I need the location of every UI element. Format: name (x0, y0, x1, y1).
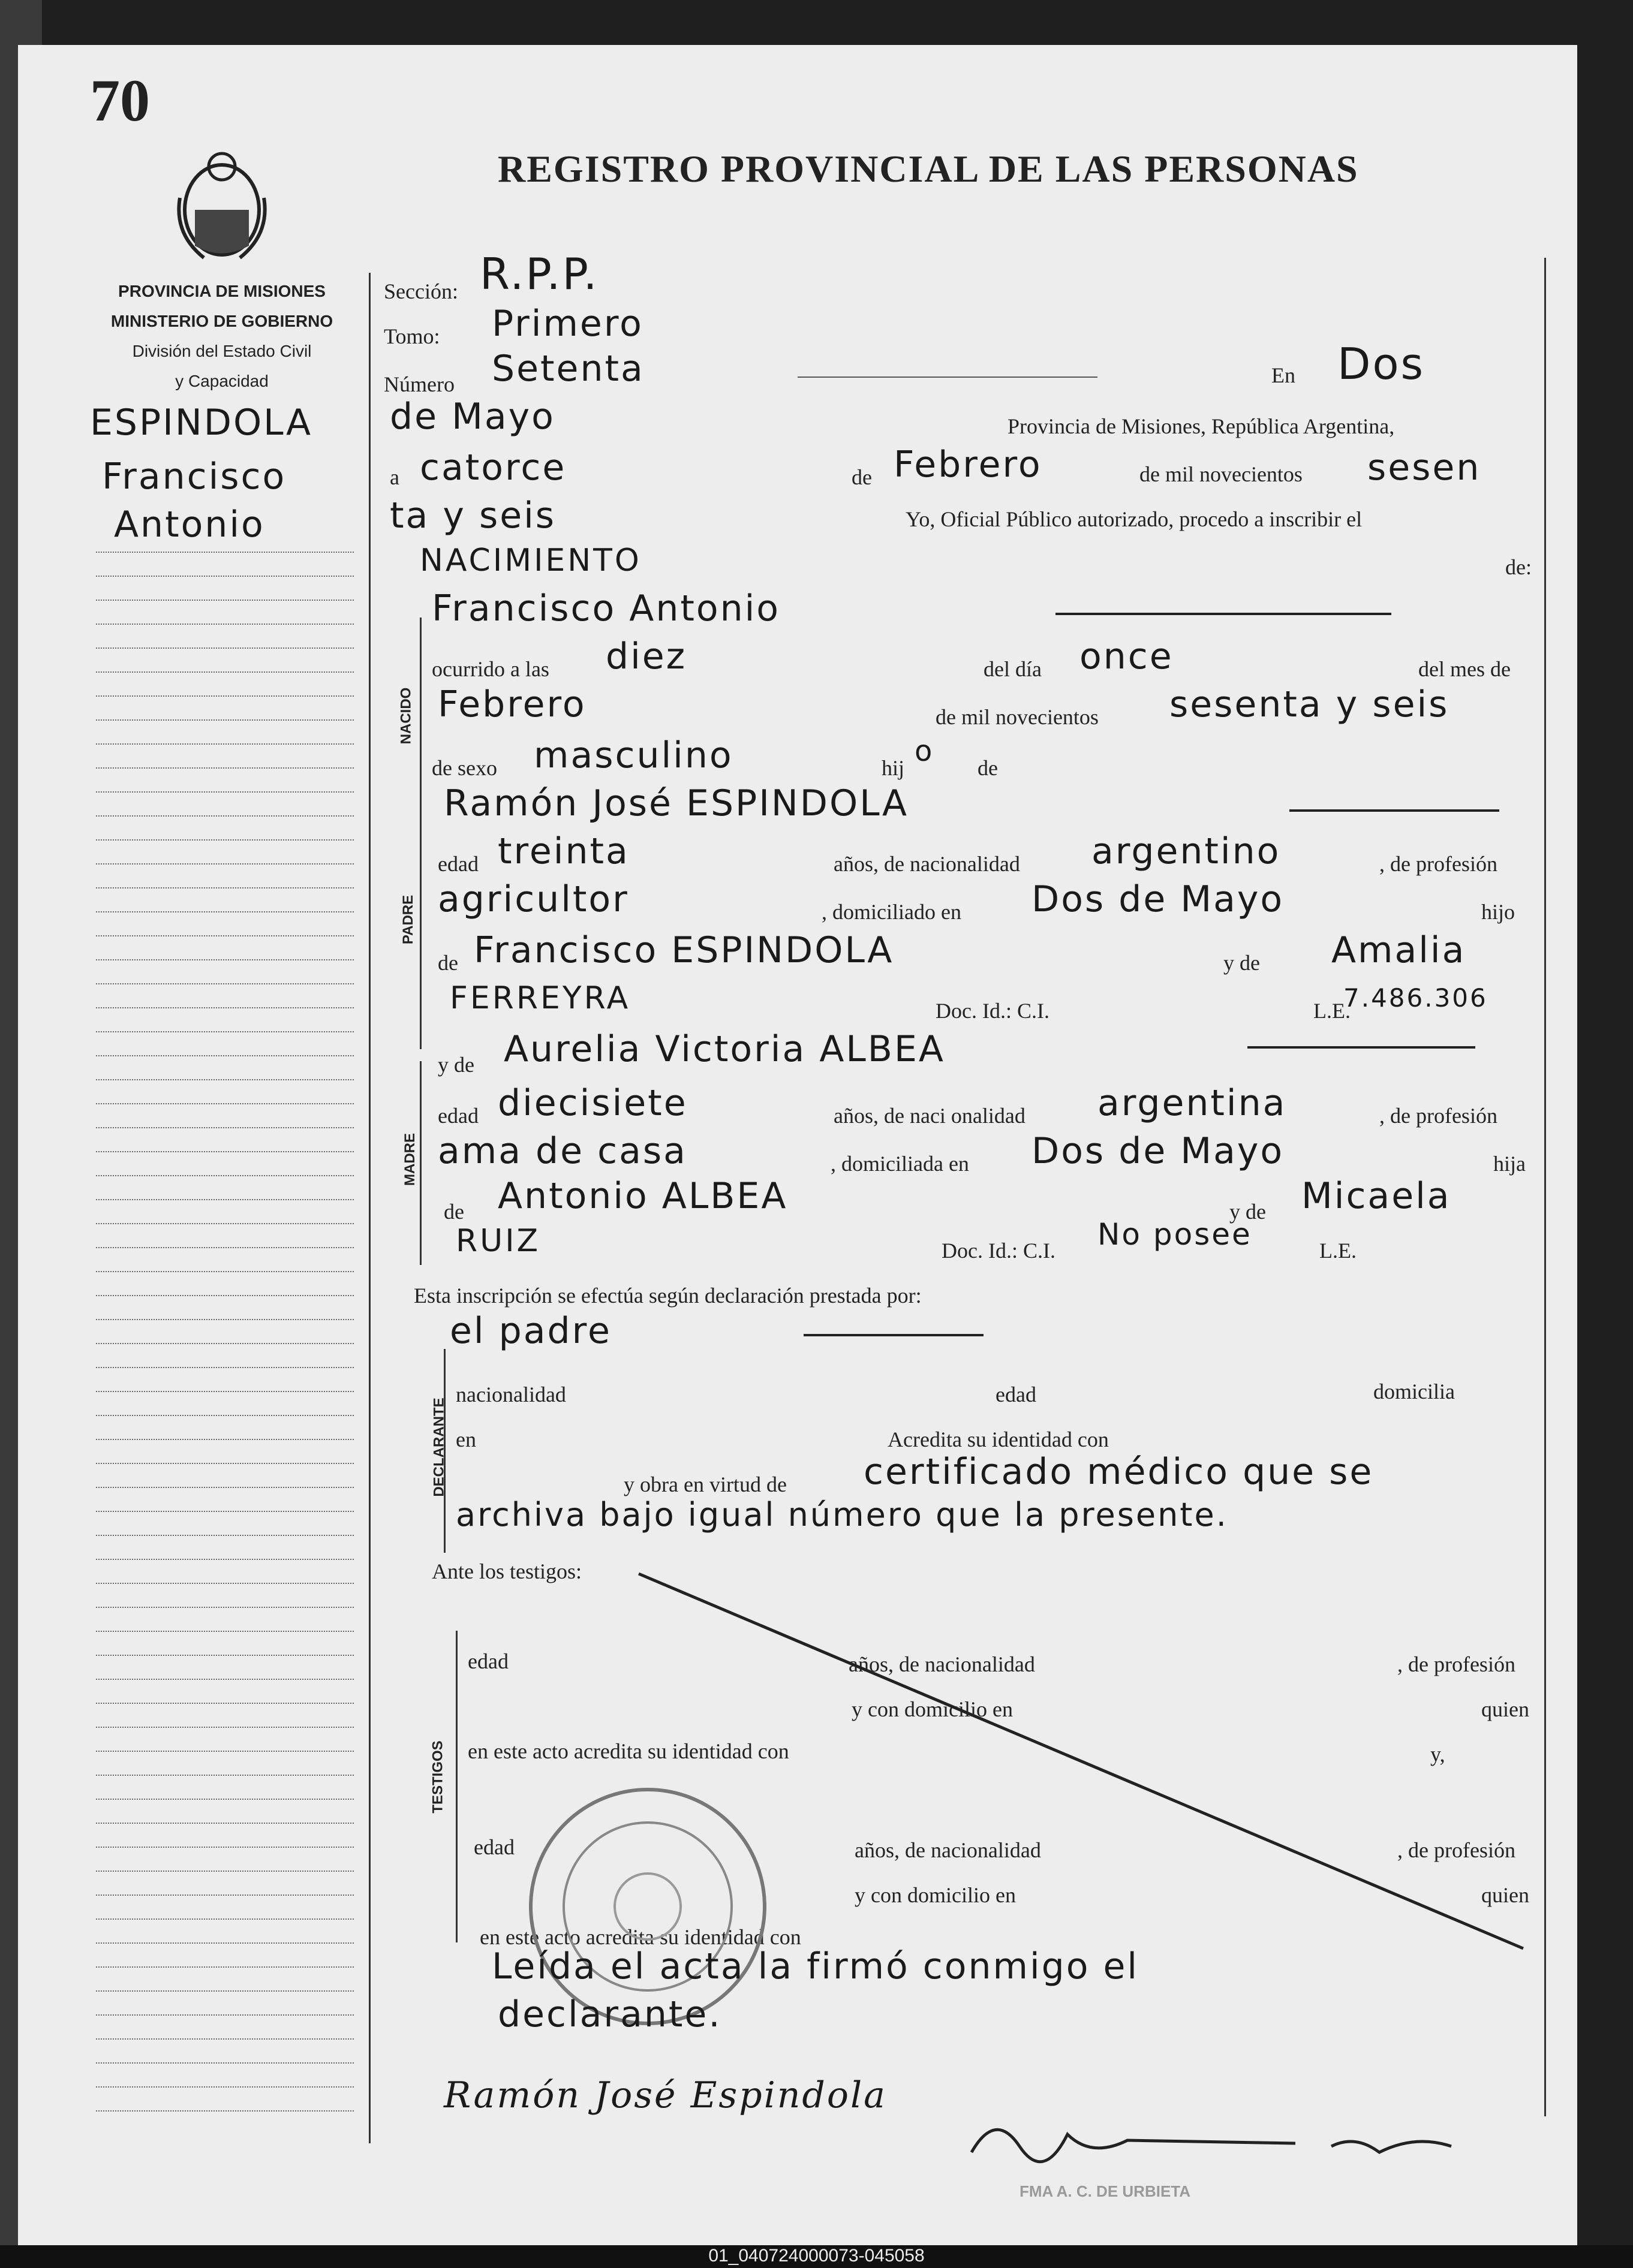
margin-ruled-line (96, 1727, 354, 1728)
margin-ruled-line (96, 1127, 354, 1128)
value-hij-suffix: o (915, 734, 934, 768)
margin-ruled-line (96, 1990, 354, 1992)
margin-ruled-line (96, 911, 354, 912)
label-y-obra: y obra en virtud de (624, 1472, 787, 1496)
margin-ruled-line (96, 1247, 354, 1248)
fill-line (1055, 613, 1391, 615)
label-edad-m: edad (438, 1104, 479, 1128)
label-hij: hij (882, 756, 905, 780)
label-domiciliado: , domiciliado en (822, 900, 961, 924)
label-testigos: TESTIGOS (429, 1740, 446, 1814)
label-de-4: de (444, 1200, 464, 1224)
margin-ruled-line (96, 1847, 354, 1848)
label-esta-inscripcion: Esta inscripción se efectúa según declaración prestada por: (414, 1284, 922, 1308)
margin-ruled-line (96, 1511, 354, 1512)
value-cierre-2: declarante. (498, 1993, 722, 2035)
label-y-con-dom-t1: y con domicilio en (852, 1697, 1013, 1721)
margin-ruled-line (96, 1463, 354, 1464)
label-de-mil-2: de mil novecientos (936, 705, 1099, 729)
office-line-3: División del Estado Civil (132, 342, 312, 360)
label-hija: hija (1493, 1152, 1526, 1176)
madre-bracket (420, 1061, 422, 1265)
label-de-profesion-m: , de profesión (1379, 1104, 1497, 1128)
margin-ruled-line (96, 719, 354, 721)
label-doc-id-m: Doc. Id.: C.I. (942, 1239, 1055, 1263)
label-ante-testigos: Ante los testigos: (432, 1559, 582, 1583)
signature-declarante: Ramón José Espindola (444, 2074, 887, 2116)
value-mes: Febrero (894, 444, 1042, 486)
margin-ruled-line (96, 1295, 354, 1296)
label-declarante: DECLARANTE (431, 1397, 447, 1497)
label-numero: Número (384, 372, 455, 396)
value-mes-nac: Febrero (438, 683, 587, 725)
margin-ruled-line (96, 791, 354, 793)
value-seccion: R.P.P. (480, 249, 599, 299)
label-acredita: Acredita su identidad con (888, 1427, 1109, 1451)
margin-ruled-line (96, 1415, 354, 1416)
margin-ruled-line (96, 1583, 354, 1584)
label-anios-nac: años, de nacionalidad (834, 852, 1020, 876)
label-nacido: NACIDO (398, 687, 414, 745)
margin-ruled-line (96, 935, 354, 936)
margin-ruled-line (96, 647, 354, 649)
value-padre-dom: Dos de Mayo (1031, 878, 1285, 920)
margin-ruled-line (96, 1775, 354, 1776)
margin-ruled-line (96, 959, 354, 960)
footer-id: 01_040724000073-045058 (708, 2246, 925, 2266)
margin-ruled-line (96, 1823, 354, 1824)
margin-ruled-line (96, 815, 354, 817)
value-dia-nac: once (1079, 635, 1174, 677)
label-anios-naci: años, de naci onalidad (834, 1104, 1025, 1128)
value-madre: Aurelia Victoria ALBEA (504, 1028, 945, 1070)
value-obra-1: certificado médico que se (864, 1451, 1374, 1493)
fill-line (804, 1334, 984, 1336)
margin-ruled-line (96, 1319, 354, 1320)
label-edad-t1: edad (468, 1649, 509, 1673)
value-en-place: Dos (1337, 339, 1426, 389)
margin-ruled-line (96, 983, 354, 984)
value-declarante: el padre (450, 1310, 612, 1352)
label-domiciliada: , domiciliada en (831, 1152, 969, 1176)
label-quien-t1: quien (1481, 1697, 1529, 1721)
margin-first-name: Francisco (102, 456, 287, 498)
margin-ruled-line (96, 1151, 354, 1152)
margin-ruled-line (96, 1631, 354, 1632)
margin-ruled-line (96, 1007, 354, 1008)
value-padre: Ramón José ESPINDOLA (444, 782, 909, 824)
value-abuelo-m: Antonio ALBEA (498, 1175, 788, 1217)
label-doc-id: Doc. Id.: C.I. (936, 999, 1049, 1023)
value-abuela-m2: RUIZ (456, 1223, 541, 1259)
label-edad: edad (438, 852, 479, 876)
label-profesion-t1: , de profesión (1397, 1652, 1515, 1676)
value-hora: diez (606, 635, 687, 677)
value-madre-dom: Dos de Mayo (1031, 1130, 1285, 1172)
label-de-3: de (438, 951, 458, 975)
label-anios-nac-t1: años, de nacionalidad (849, 1652, 1035, 1676)
value-madre-edad: diecisiete (498, 1082, 688, 1124)
margin-ruled-line (96, 552, 354, 553)
margin-ruled-line (96, 2110, 354, 2112)
value-sexo: masculino (534, 734, 733, 776)
label-de-mil: de mil novecientos (1139, 462, 1303, 486)
fill-line (1289, 809, 1499, 812)
value-madre-ci: No posee (1097, 1217, 1252, 1252)
margin-ruled-line (96, 1079, 354, 1080)
margin-ruled-line (96, 1055, 354, 1056)
value-abuela-p1: Amalia (1331, 929, 1466, 971)
margin-ruled-line (96, 624, 354, 625)
label-en-d: en (456, 1427, 476, 1451)
right-frame-line (1544, 258, 1546, 2116)
margin-ruled-line (96, 1103, 354, 1104)
margin-ruled-line (96, 1391, 354, 1392)
value-padre-le: 7.486.306 (1343, 983, 1488, 1013)
label-y-comma: y, (1430, 1742, 1445, 1766)
margin-ruled-line (96, 839, 354, 841)
testigos-bracket (456, 1631, 458, 1942)
margin-ruled-line (96, 1607, 354, 1608)
margin-ruled-line (96, 2086, 354, 2088)
value-madre-prof: ama de casa (438, 1130, 687, 1172)
value-abuelo-p: Francisco ESPINDOLA (474, 929, 894, 971)
label-del-dia: del día (984, 657, 1042, 681)
label-sexo: de sexo (432, 756, 497, 780)
label-y-de-2: y de (438, 1053, 474, 1077)
page-title: REGISTRO PROVINCIAL DE LAS PERSONAS (498, 147, 1359, 190)
margin-ruled-line (96, 1966, 354, 1968)
margin-ruled-line (96, 1031, 354, 1032)
margin-ruled-line (96, 1703, 354, 1704)
margin-ruled-line (96, 671, 354, 673)
margin-ruled-line (96, 2014, 354, 2016)
margin-ruled-line (96, 1894, 354, 1896)
value-nombre: Francisco Antonio (432, 588, 781, 630)
margin-ruled-line (96, 863, 354, 865)
margin-ruled-line (96, 1271, 354, 1272)
label-anios-nac-t2: años, de nacionalidad (855, 1838, 1041, 1862)
margin-ruled-line (96, 1942, 354, 1944)
margin-ruled-line (96, 1343, 354, 1344)
label-quien-t2: quien (1481, 1883, 1529, 1907)
value-obra-2: archiva bajo igual número que la presente. (456, 1496, 1228, 1534)
label-de-2: de (978, 756, 998, 780)
office-line-1: PROVINCIA DE MISIONES (118, 282, 326, 300)
label-ocurrido: ocurrido a las (432, 657, 549, 681)
label-le-m: L.E. (1319, 1239, 1357, 1263)
office-line-2: MINISTERIO DE GOBIERNO (110, 312, 333, 330)
margin-second-name: Antonio (114, 504, 265, 546)
margin-ruled-line (96, 1535, 354, 1536)
margin-ruled-line (96, 743, 354, 745)
margin-ruled-line (96, 1751, 354, 1752)
label-y-con-dom-t2: y con domicilio en (855, 1883, 1016, 1907)
label-nacionalidad: nacionalidad (456, 1383, 566, 1406)
page-number: 70 (90, 67, 150, 134)
label-provincia: Provincia de Misiones, República Argentina, (1008, 414, 1395, 438)
label-y-de-3: y de (1229, 1200, 1266, 1224)
value-madre-nac: argentina (1097, 1082, 1287, 1124)
margin-ruled-line (96, 1199, 354, 1200)
margin-ruled-line (96, 1871, 354, 1872)
value-numero: Setenta (492, 348, 645, 390)
fill-line (1247, 1046, 1475, 1049)
value-anio-1: sesen (1367, 447, 1481, 489)
margin-ruled-line (96, 1559, 354, 1560)
label-seccion: Sección: (384, 279, 458, 303)
label-edad-d: edad (996, 1383, 1036, 1406)
margin-surname: ESPINDOLA (90, 402, 313, 444)
label-profesion-t2: , de profesión (1397, 1838, 1515, 1862)
label-madre: MADRE (402, 1133, 418, 1186)
fill-line (798, 377, 1097, 378)
label-de-colon: de: (1505, 555, 1532, 579)
value-acto: NACIMIENTO (420, 543, 642, 579)
margin-ruled-line (96, 695, 354, 697)
margin-ruled-line (96, 1175, 354, 1176)
value-padre-nac: argentino (1091, 830, 1281, 872)
margin-ruled-line (96, 1918, 354, 1920)
label-tomo: Tomo: (384, 324, 440, 348)
label-en-este-acto-t1: en este acto acredita su identidad con (468, 1739, 789, 1763)
label-domicilia: domicilia (1373, 1380, 1455, 1403)
label-le: L.E. (1313, 999, 1351, 1023)
label-padre: PADRE (400, 894, 417, 945)
stamp-text: FMA A. C. DE URBIETA (1020, 2182, 1191, 2200)
margin-ruled-line (96, 576, 354, 577)
label-y-de: y de (1223, 951, 1260, 975)
label-yo: Yo, Oficial Público autorizado, procedo a inscribir el (906, 507, 1363, 531)
label-edad-t2: edad (474, 1835, 515, 1859)
value-padre-prof: agricultor (438, 878, 629, 920)
label-de: de (852, 465, 872, 489)
margin-ruled-line (96, 767, 354, 769)
margin-ruled-line (96, 1223, 354, 1224)
label-a: a (390, 465, 399, 489)
margin-ruled-line (96, 1487, 354, 1488)
margin-ruled-line (96, 2062, 354, 2064)
label-de-profesion: , de profesión (1379, 852, 1497, 876)
value-padre-edad: treinta (498, 830, 630, 872)
value-dia: catorce (420, 447, 567, 489)
label-hijo: hijo (1481, 900, 1515, 924)
value-abuela-p2: FERREYRA (450, 980, 631, 1016)
margin-ruled-line (96, 1367, 354, 1368)
value-abuela-m1: Micaela (1301, 1175, 1451, 1217)
label-en-este-acto-t2: en este acto acredita su identidad con (480, 1925, 801, 1949)
margin-ruled-line (96, 2038, 354, 2040)
margin-ruled-line (96, 1679, 354, 1680)
value-cierre-1: Leída el acta la firmó conmigo el (492, 1945, 1139, 1987)
left-frame-line (369, 273, 371, 2143)
margin-ruled-line (96, 1439, 354, 1440)
value-anio-nac: sesenta y seis (1169, 683, 1449, 725)
value-place: de Mayo (390, 396, 555, 438)
coat-of-arms-icon (168, 144, 276, 264)
label-en: En (1271, 363, 1295, 387)
padre-bracket (420, 839, 422, 1043)
office-line-4: y Capacidad (175, 372, 269, 390)
value-anio-2: ta y seis (390, 495, 557, 537)
label-del-mes: del mes de (1418, 657, 1511, 681)
margin-ruled-line (96, 600, 354, 601)
margin-ruled-line (96, 1799, 354, 1800)
margin-ruled-line (96, 1655, 354, 1656)
margin-ruled-line (96, 887, 354, 888)
value-tomo: Primero (492, 303, 643, 345)
signature-official-icon (960, 2098, 1499, 2176)
